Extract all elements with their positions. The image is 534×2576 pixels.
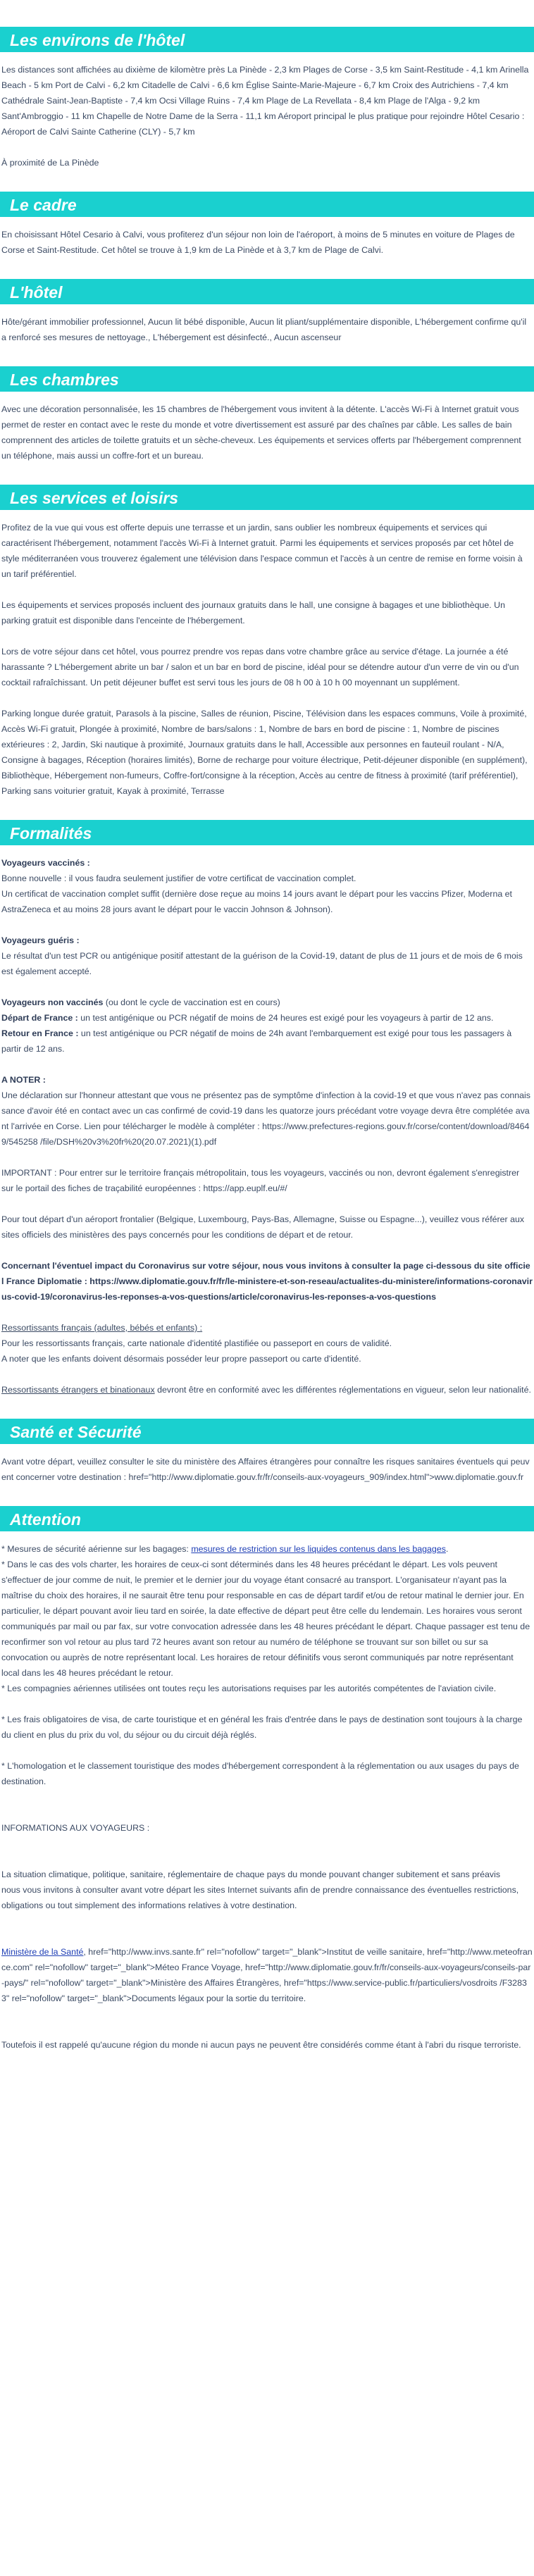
- unvaccinated-heading: Voyageurs non vaccinés: [1, 997, 104, 1007]
- baggage-security-period: .: [445, 1544, 449, 1554]
- vaccinated-heading: Voyageurs vaccinés :: [1, 858, 90, 868]
- section-title-sante: Santé et Sécurité: [0, 1419, 534, 1444]
- section-services: [0, 485, 534, 799]
- note-text: Une déclaration sur l'honneur attestant que vous ne présentez pas de symptôme d'infection à la covid-19 et que vous n'avez pas connaissance d'avoir été en contact avec un cas confirmé de covid-19 dans les quatorze jours précédant votre voyage devra être complétée avant l'arrivée en Corse. Lien pour télécharger le modèle à compléter : https://www.prefectures-regions.gouv.fr/corse/content/download/84649/545258 /file/DSH%20v3%20fr%20(20.07.2021)(1).pdf: [1, 1090, 530, 1147]
- accommodation-rating-text: * L'homologation et le classement touristique des modes d'hébergement correspondent à la réglementation ou aux usages du pays de destination.: [1, 1761, 519, 1786]
- environs-text: Les distances sont affichées au dixième de kilomètre près La Pinède - 2,3 km Plages de Corse - 3,5 km Saint-Restitude - 4,1 km Arinella Beach - 5 km Port de Calvi - 6,2 km Citadelle de Calvi - 6,6 km Église Sainte-Marie-Majeure - 6,7 km Croix des Autrichiens - 7,4 km Cathédrale Saint-Jean-Baptiste - 7,4 km Ocsi Village Ruins - 7,4 km Plage de La Revellata - 8,4 km Plage de l'Alga - 9,2 km Sant'Ambroggio - 11 km Chapelle de Notre Dame de la Serra - 11,1 km Aéroport principal le plus pratique pour rejoindre Hôtel Cesario : Aéroport de Calvi Sainte Catherine (CLY) - 5,7 km: [1, 65, 529, 137]
- liquids-restriction-link[interactable]: mesures de restriction sur les liquides contenus dans les bagages: [191, 1544, 446, 1554]
- note-heading: A NOTER :: [1, 1075, 46, 1085]
- section-title-environs: Les environs de l'hôtel: [0, 27, 534, 52]
- section-title-formalites: Formalités: [0, 820, 534, 845]
- environs-nearby: À proximité de La Pinède: [1, 158, 99, 168]
- airlines-text: * Les compagnies aériennes utilisées ont toutes reçu les autorisations requises par les autorités compétentes de l'aviation civile.: [1, 1684, 497, 1693]
- french-nationals-text-1: Pour les ressortissants français, carte nationale d'identité plastifiée ou passeport en cours de validité.: [1, 1338, 392, 1348]
- french-nationals-text-2: A noter que les enfants doivent désormais posséder leur propre passeport ou carte d'identité.: [1, 1354, 361, 1364]
- recovered-text: Le résultat d'un test PCR ou antigénique positif attestant de la guérison de la Covid-19, datant de plus de 11 jours et de mois de 6 mois est également accepté.: [1, 951, 523, 976]
- section-attention: [0, 1506, 534, 2053]
- recovered-heading: Voyageurs guéris :: [1, 935, 80, 945]
- chambres-text: Avec une décoration personnalisée, les 15 chambres de l'hébergement vous invitent à la détente. L'accès Wi-Fi à Internet gratuit vous permet de rester en contact avec le reste du monde et votre divertissement est assuré par des chaînes par câble. Les salles de bain comprennent des articles de toilette gratuits et un sèche-cheveux. Les équipements et services offerts par l'hébergement comprennent un téléphone, mais aussi un coffre-fort et un bureau.: [1, 404, 521, 461]
- section-environs: [0, 27, 534, 170]
- traveler-info-heading: INFORMATIONS AUX VOYAGEURS :: [1, 1823, 150, 1833]
- services-paragraph-3: Lors de votre séjour dans cet hôtel, vous pourrez prendre vos repas dans votre chambre grâce au service d'étage. La journée a été harassante ? L'hébergement abrite un bar / salon et un bar en bord de piscine, idéal pour se détendre autour d'un verre de vin ou d'un cocktail rafraîchissant. Un petit déjeuner buffet est servi tous les jours de 08 h 00 à 10 h 00 moyennant un supplément.: [1, 647, 519, 687]
- coronavirus-impact-text: Concernant l'éventuel impact du Coronavirus sur votre séjour, nous vous invitons à consulter la page ci-dessous du site officiel France Diplomatie : https://www.diplomatie.gouv.fr/fr/le-ministere-et-son-reseau/actualites-du-ministere/informations-coronavirus-covid-19/coronavirus-les-reponses-a-vos-questions/article/coronavirus-les-reponses-a-vos-questions: [1, 1261, 533, 1302]
- departure-text: un test antigénique ou PCR négatif de moins de 24 heures est exigé pour les voyageurs à partir de 12 ans.: [77, 1013, 494, 1023]
- terrorism-risk-text: Toutefois il est rappelé qu'aucune région du monde ni aucun pays ne peuvent être considérés comme étant à l'abri du risque terroriste.: [1, 2040, 521, 2050]
- return-label: Retour en France :: [1, 1028, 79, 1038]
- section-chambres: [0, 366, 534, 463]
- unvaccinated-note: (ou dont le cycle de vaccination est en cours): [103, 997, 280, 1007]
- return-text: un test antigénique ou PCR négatif de moins de 24h avant l'embarquement est exigé pour tous les passagers à partir de 12 ans.: [1, 1028, 512, 1054]
- important-text: IMPORTANT : Pour entrer sur le territoire français métropolitain, tous les voyageurs, vaccinés ou non, devront également s'enregistrer sur le portail des fiches de traçabilité européennes : https://app.euplf.eu/#/: [1, 1168, 520, 1193]
- health-ministry-link[interactable]: Ministère de la Santé: [1, 1947, 84, 1957]
- section-sante: [0, 1419, 534, 1485]
- border-airport-text: Pour tout départ d'un aéroport frontalier (Belgique, Luxembourg, Pays-Bas, Allemagne, Suisse ou Espagne...), veuillez vous référer aux sites officiels des ministères des pays concernés pour les conditions de départ et de retour.: [1, 1214, 525, 1240]
- section-title-attention: Attention: [0, 1506, 534, 1531]
- section-title-hotel: L'hôtel: [0, 279, 534, 304]
- section-formalites: [0, 820, 534, 1398]
- traveler-info-text-2: nous vous invitons à consulter avant votre départ les sites Internet suivants afin de prendre connaissance des éventuelles restrictions, obligations ou tout simplement des informations relatives à votre destination.: [1, 1885, 519, 1910]
- services-paragraph-1: Profitez de la vue qui vous est offerte depuis une terrasse et un jardin, sans oublier les nombreux équipements et services qui caractérisent l'hébergement, notamment l'accès Wi-Fi à Internet gratuit. Parmi les équipements et services proposés par cet hôtel de style méditerranéen vous trouverez également une télévision dans l'espace commun et l'accès à un centre de remise en forme voisin à un tarif préférentiel.: [1, 523, 523, 579]
- useful-links-text: , href="http://www.invs.sante.fr" rel="nofollow" target="_blank">Institut de veille sanitaire, href="http://www.meteofrance.com" rel="nofollow" target="_blank">Méteo France Voyage, href="http://www.diplomatie.gouv.fr/fr/conseils-aux-voyageurs/conseils-par-pays/" rel="nofollow" target="_blank">Ministère des Affaires Étrangères, href="https://www.service-public.fr/particuliers/vosdroits /F32833" rel="nofollow" target="_blank">Documents légaux pour la sortie du territoire.: [1, 1947, 533, 2003]
- foreign-nationals-heading: Ressortissants étrangers et binationaux: [1, 1385, 155, 1395]
- section-title-cadre: Le cadre: [0, 192, 534, 217]
- services-amenities-list: Parking longue durée gratuit, Parasols à la piscine, Salles de réunion, Piscine, Télévision dans les espaces communs, Voile à proximité, Accès Wi-Fi gratuit, Plongée à proximité, Nombre de bars/salons : 1, Nombre de bars en bord de piscine : 1, Nombre de piscines extérieures : 2, Jardin, Ski nautique à proximité, Journaux gratuits dans le hall, Accessible aux personnes en fauteuil roulant - N/A, Consigne à bagages, Réception (horaires limités), Borne de recharge pour voiture électrique, Petit-déjeuner disponible (en supplément), Bibliothèque, Hébergement non-fumeurs, Coffre-fort/consigne à la réception, Accès au centre de fitness à proximité (tarif préférentiel), Parking sans voiturier gratuit, Kayak à proximité, Terrasse: [1, 709, 528, 796]
- traveler-info-text-1: La situation climatique, politique, sanitaire, réglementaire de chaque pays du monde pouvant changer subitement et sans préavis: [1, 1869, 501, 1879]
- vaccinated-text-2: Un certificat de vaccination complet suffit (dernière dose reçue au moins 14 jours avant le départ pour les vaccins Pfizer, Moderna et AstraZeneca et au moins 28 jours avant le départ pour le vaccin Johnson & Johnson).: [1, 889, 512, 914]
- section-hotel: [0, 279, 534, 345]
- hotel-text: Hôte/gérant immobilier professionnel, Aucun lit bébé disponible, Aucun lit pliant/supplémentaire disponible, L'hébergement confirme qu'il a renforcé ses mesures de nettoyage., L'hébergement est désinfecté., Aucun ascenseur: [1, 317, 527, 342]
- section-cadre: [0, 192, 534, 258]
- section-title-services: Les services et loisirs: [0, 485, 534, 510]
- visa-fees-text: * Les frais obligatoires de visa, de carte touristique et en général les frais d'entrée dans le pays de destination sont toujours à la charge du client en plus du prix du vol, du séjour ou du circuit déjà réglés.: [1, 1715, 523, 1740]
- services-paragraph-2: Les équipements et services proposés incluent des journaux gratuits dans le hall, une consigne à bagages et une bibliothèque. Un parking gratuit est disponible dans l'enceinte de l'hébergement.: [1, 600, 505, 626]
- vaccinated-text-1: Bonne nouvelle : il vous faudra seulement justifier de votre certificat de vaccination complet.: [1, 873, 356, 883]
- foreign-nationals-text: devront être en conformité avec les différentes réglementations en vigueur, selon leur nationalité.: [154, 1385, 531, 1395]
- charter-flights-text: * Dans le cas des vols charter, les horaires de ceux-ci sont déterminés dans les 48 heures précédant le départ. Les vols peuvent s'effectuer de jour comme de nuit, le premier et le dernier jour du voyage étant consacré au transport. L'organisateur n'ayant pas la maîtrise du choix des horaires, il ne saurait être tenu pour responsable en cas de départ tardif et/ou de retour matinal le dernier jour. En particulier, le départ pouvant avoir lieu tard en soirée, la date effective de départ peut être celle du lendemain. Les horaires vous seront communiqués par mail ou par fax, sur votre convocation adressée dans les 48 heures précédant le départ. Chaque passager est tenu de reconfirmer son vol retour au plus tard 72 heures avant son retour au numéro de téléphone se trouvant sur son billet ou sur sa convocation ou auprès de notre représentant local. Les horaires de retour définitifs vous seront communiqués par notre représentant local dans les 48 heures précédant le retour.: [1, 1560, 530, 1678]
- baggage-security-text: * Mesures de sécurité aérienne sur les bagages:: [1, 1544, 192, 1554]
- cadre-text: En choisissant Hôtel Cesario à Calvi, vous profiterez d'un séjour non loin de l'aéroport, à moins de 5 minutes en voiture de Plages de Corse et Saint-Restitude. Cet hôtel se trouve à 1,9 km de La Pinède et à 3,7 km de Plage de Calvi.: [1, 230, 515, 255]
- departure-label: Départ de France :: [1, 1013, 78, 1023]
- sante-text: Avant votre départ, veuillez consulter le site du ministère des Affaires étrangères pour connaître les risques sanitaires éventuels qui peuvent concerner votre destination : href="http://www.diplomatie.gouv.fr/fr/conseils-aux-voyageurs_909/index.html">www.diplomatie.gouv.fr: [1, 1457, 530, 1482]
- french-nationals-heading: Ressortissants français (adultes, bébés et enfants) :: [1, 1323, 203, 1333]
- section-title-chambres: Les chambres: [0, 366, 534, 392]
